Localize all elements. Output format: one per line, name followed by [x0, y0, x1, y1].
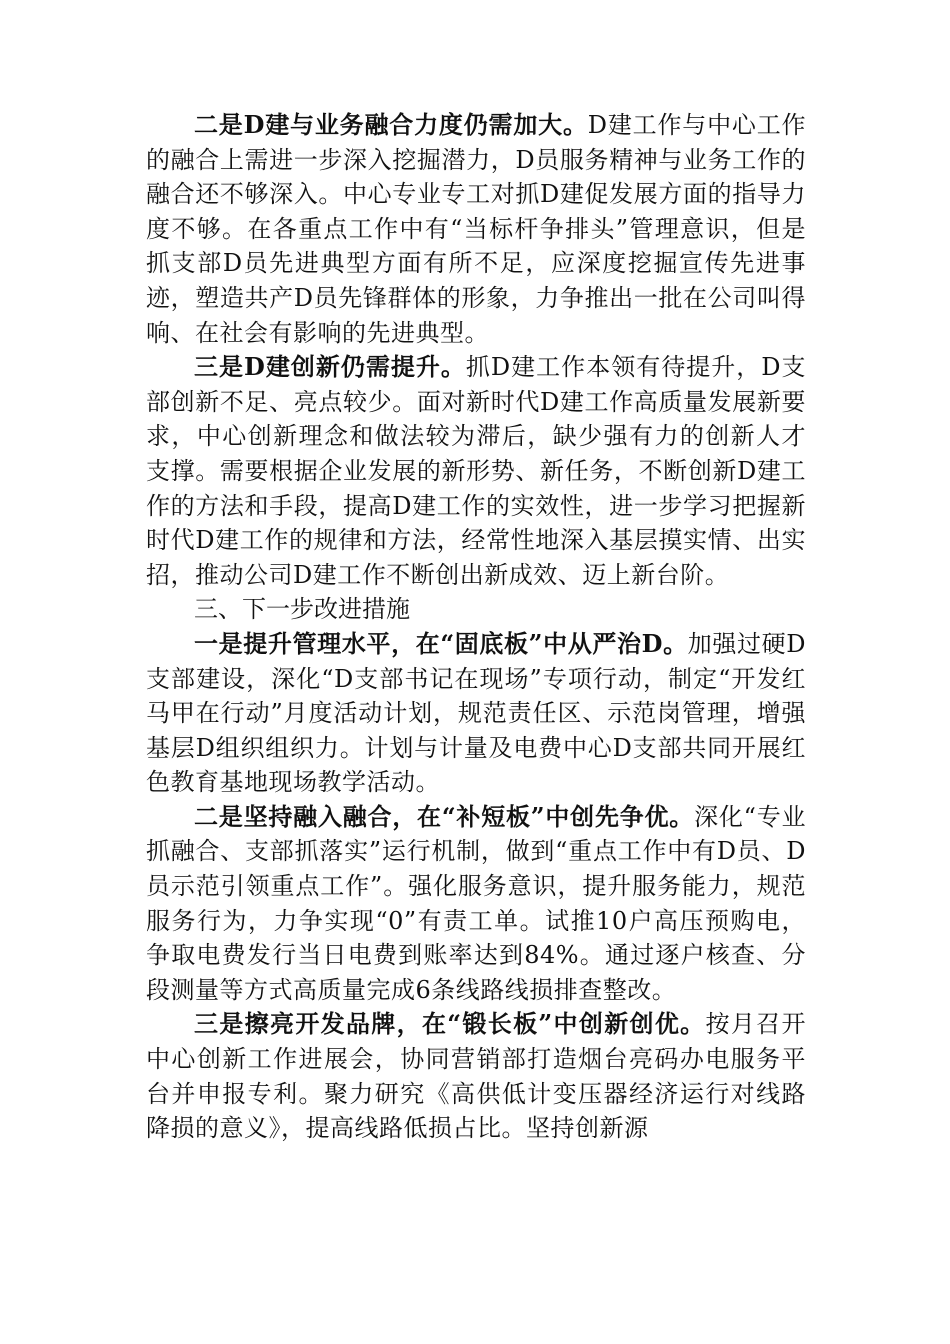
- paragraph-body: 深化“专业抓融合、支部抓落实”运行机制，做到“重点工作中有D员、D员示范引领重点工作”。强化服务意识，提升服务能力，规范服务行为，力争实现“0”有责工单。试推10户高压预购电，争取电费发行当日电费到账率达到84%。通过逐户核查、分段测量等方式高质量完成6条线路线损排查整改。: [146, 802, 807, 1004]
- section-heading: 三、下一步改进措施: [194, 595, 410, 624]
- paragraph-body: D建工作与中心工作的融合上需进一步深入挖掘潜力，D员服务精神与业务工作的融合还不够深入。中心专业专工对抓D建促发展方面的指导力度不够。在各重点工作中有“当标杆争排头”管理意识，但是抓支部D员先进典型方面有所不足，应深度挖掘宣传先进事迹，塑造共产D员先锋群体的形象，力争推出一批在公司叫得响、在社会有影响的先进典型。: [146, 111, 807, 347]
- paragraph-party-innovation: [146, 350, 806, 592]
- paragraph-brand-innovation: [146, 1007, 806, 1145]
- paragraph-integration: [146, 800, 806, 1008]
- paragraph-lead: 二是坚持融入融合，在“补短板”中创先争优。: [194, 801, 695, 831]
- document-page: [146, 108, 806, 1146]
- paragraph-body: 抓D建工作本领有待提升，D支部创新不足、亮点较少。面对新时代D建工作高质量发展新要求，中心创新理念和做法较为滞后，缺少强有力的创新人才支撑。需要根据企业发展的新形势、新任务，不断创新D建工作的方法和手段，提高D建工作的实效性，进一步学习把握新时代D建工作的规律和方法，经常性地深入基层摸实情、出实招，推动公司D建工作不断创出新成效、迈上新台阶。: [146, 353, 806, 589]
- paragraph-party-business-integration: [146, 108, 806, 350]
- paragraph-lead: 三是擦亮开发品牌，在“锻长板”中创新创优。: [194, 1009, 706, 1039]
- paragraph-body: 按月召开中心创新工作进展会，协同营销部打造烟台亮码办电服务平台并申报专利。聚力研究《高供低计变压器经济运行对线路降损的意义》，提高线路低损占比。坚持创新源: [146, 1010, 807, 1143]
- paragraph-management-level: [146, 627, 806, 800]
- paragraph-lead: 三是D建创新仍需提升。: [194, 352, 466, 382]
- paragraph-body: 加强过硬D支部建设，深化“D支部书记在现场”专项行动，制定“开发红马甲在行动”月度活动计划，规范责任区、示范岗管理，增强基层D组织组织力。计划与计量及电费中心D支部共同开展红色教育基地现场教学活动。: [146, 629, 806, 797]
- paragraph-lead: 一是提升管理水平，在“固底板”中从严治D。: [194, 628, 688, 658]
- paragraph-lead: 二是D建与业务融合力度仍需加大。: [194, 110, 588, 139]
